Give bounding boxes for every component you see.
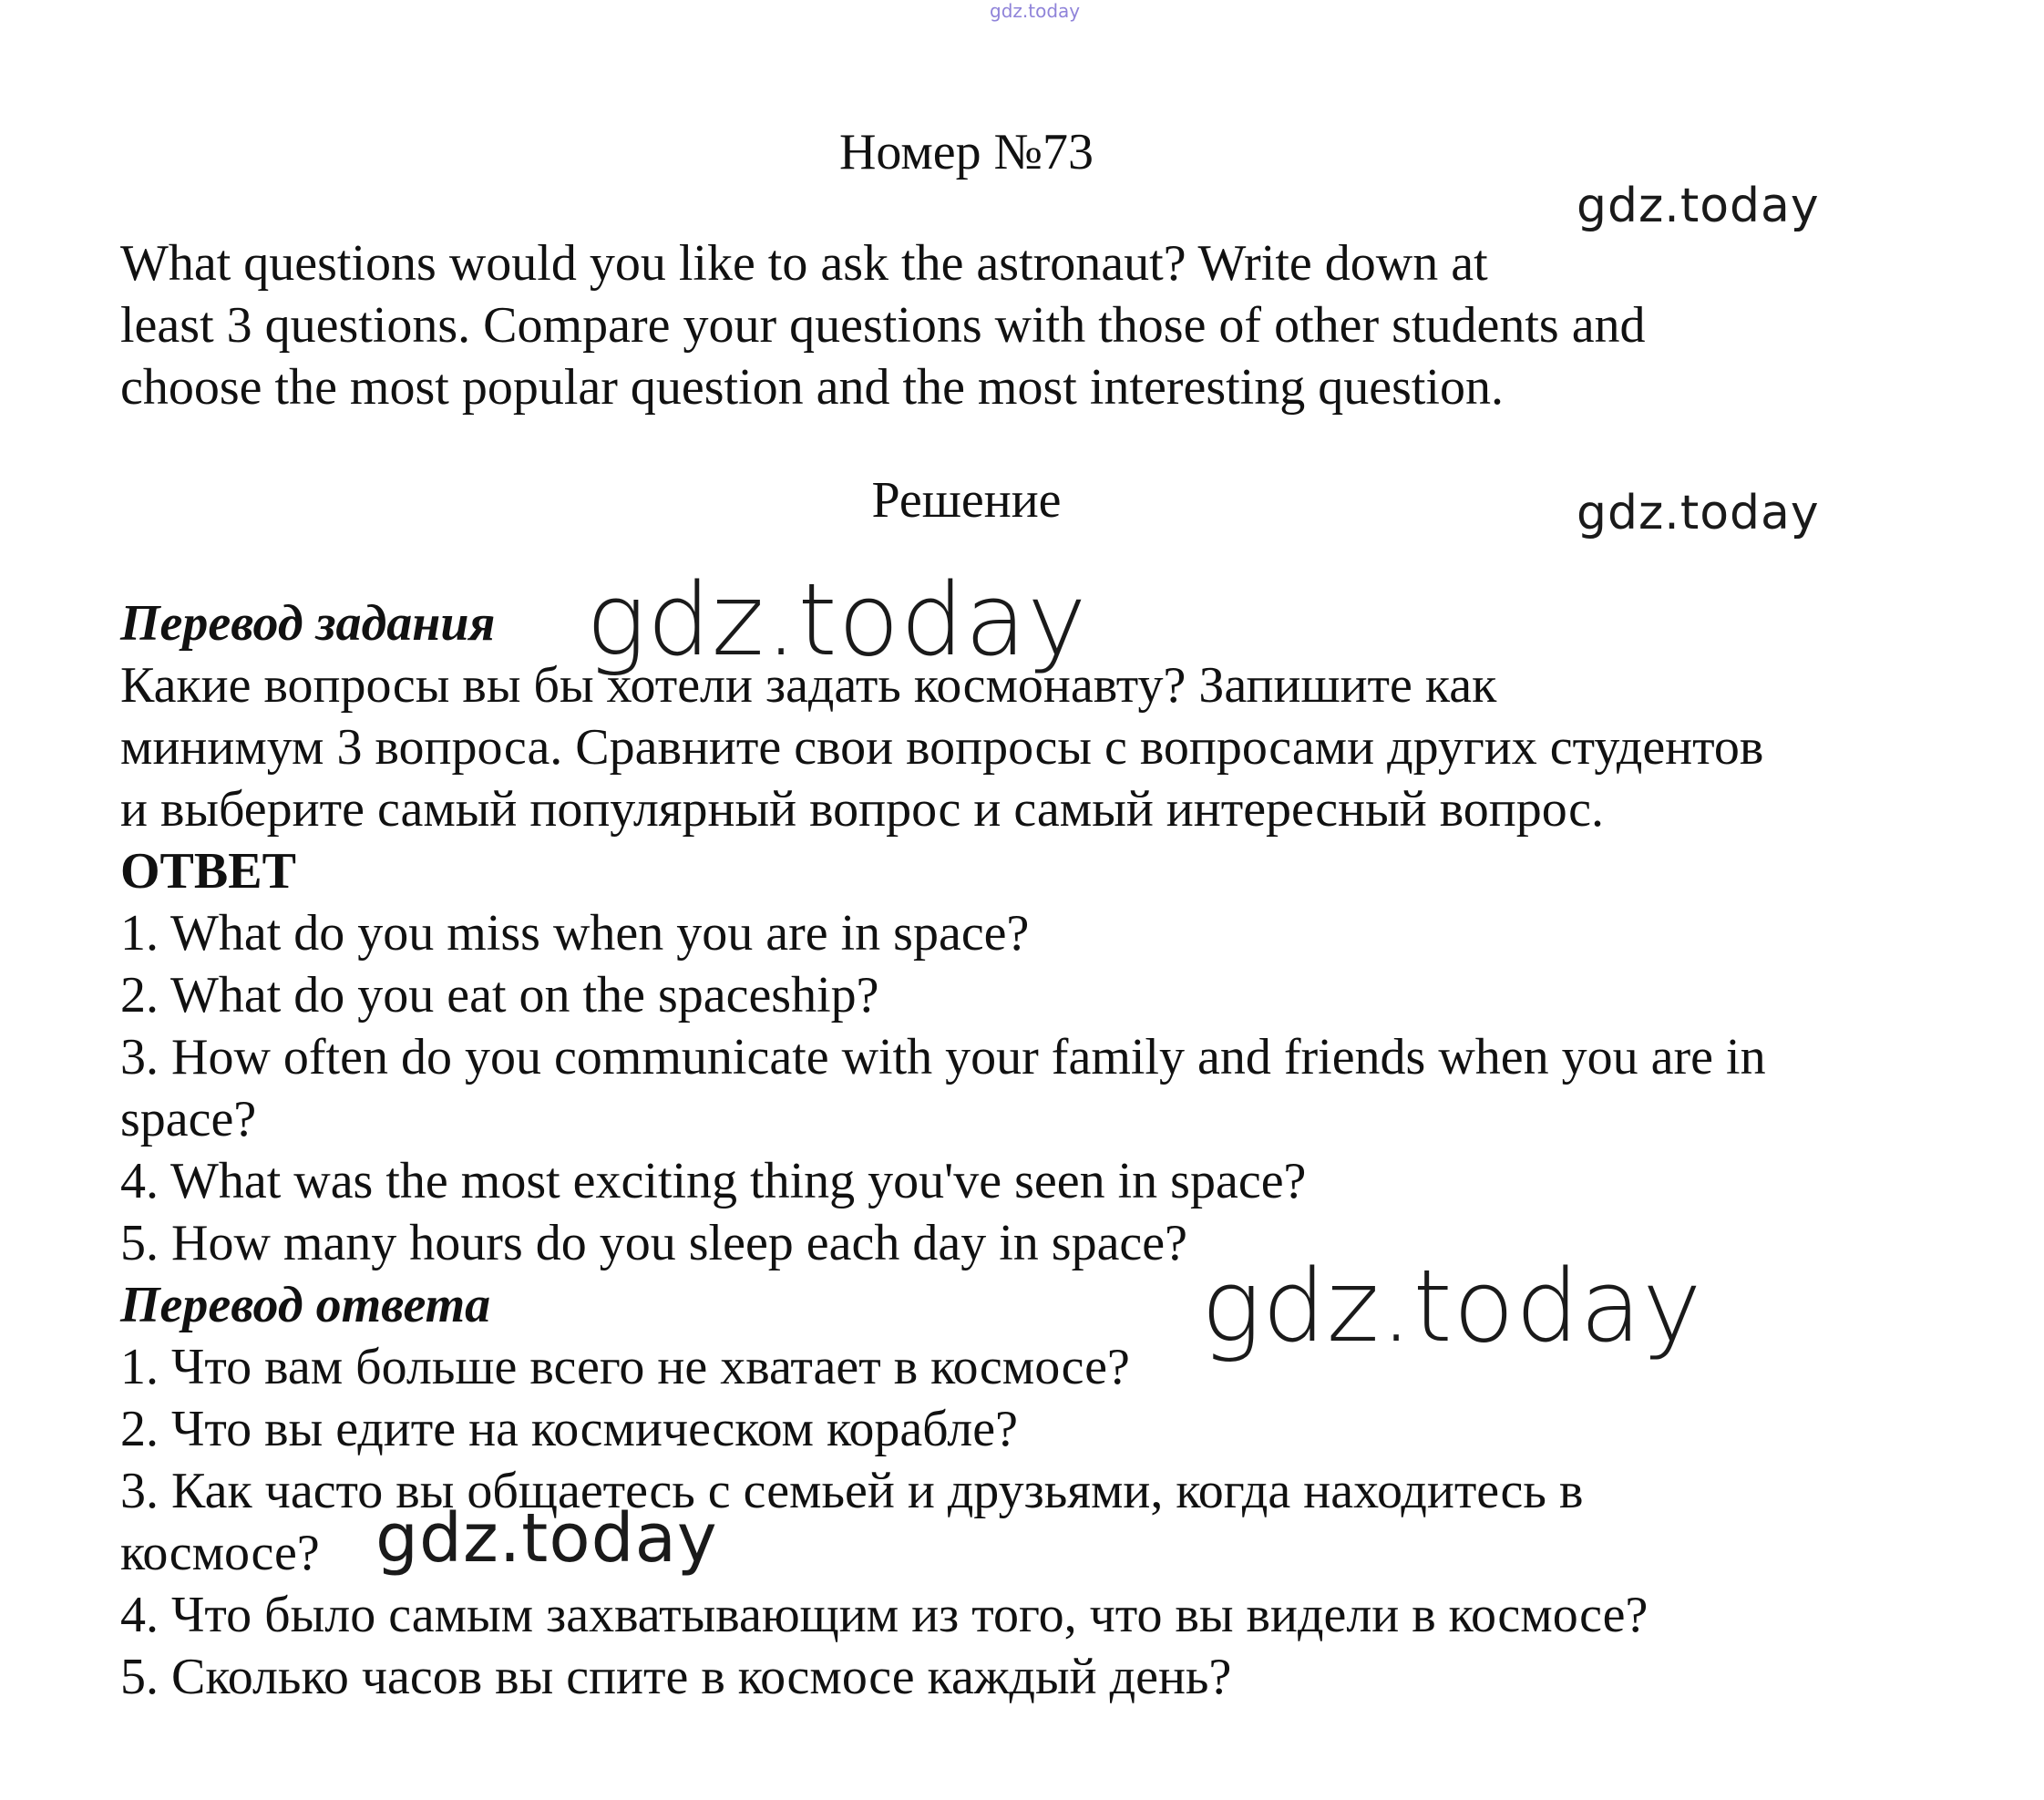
answer-translation-line: 1. Что вам больше всего не хватает в космосе?	[120, 1339, 1130, 1395]
answer-translation-line: 3. Как часто вы общаетесь с семьей и друзьями, когда находитесь в	[120, 1463, 1584, 1519]
answer-line: 4. What was the most exciting thing you've seen in space?	[120, 1153, 1307, 1209]
task-line: least 3 questions. Compare your questions with those of other students and	[120, 297, 1646, 354]
answer-line: 5. How many hours do you sleep each day in space?	[120, 1215, 1187, 1271]
page-title: Номер №73	[838, 124, 1094, 180]
task-line: What questions would you like to ask the astronaut? Write down at	[120, 235, 1488, 292]
answer-translation-line: 4. Что было самым захватывающим из того, что вы видели в космосе?	[120, 1587, 1649, 1643]
answer-heading: ОТВЕТ	[120, 843, 296, 900]
watermark: gdz.today	[1201, 1248, 1703, 1364]
task-translation-heading: Перевод задания	[120, 595, 496, 652]
answer-translation-line: космосе?	[120, 1525, 320, 1581]
task-line: choose the most popular question and the most interesting question.	[120, 359, 1504, 416]
answer-translation-heading: Перевод ответа	[120, 1277, 491, 1333]
solution-title: Решение	[871, 472, 1062, 529]
watermark: gdz.today	[586, 561, 1088, 678]
task-translation-line: Какие вопросы вы бы хотели задать космонавту? Запишите как	[120, 657, 1497, 714]
task-text	[120, 232, 1943, 418]
answer-line: 2. What do you eat on the spaceship?	[120, 967, 879, 1023]
watermark: gdz.today	[375, 1499, 718, 1578]
answer-translation-line: 2. Что вы едите на космическом корабле?	[120, 1401, 1018, 1457]
answer-translation-line: 5. Сколько часов вы спите в космосе каждый день?	[120, 1649, 1232, 1705]
watermark: gdz.today	[1577, 179, 1820, 233]
answer-line: space?	[120, 1091, 257, 1147]
task-translation-line: минимум 3 вопроса. Сравните свои вопросы с вопросами других студентов	[120, 719, 1764, 776]
watermark: gdz.today	[1577, 486, 1820, 540]
answer-line: 1. What do you miss when you are in space?	[120, 905, 1030, 962]
task-translation-line: и выберите самый популярный вопрос и самый интересный вопрос.	[120, 781, 1604, 838]
top-watermark: gdz.today	[990, 0, 1081, 22]
answer-line: 3. How often do you communicate with your family and friends when you are in	[120, 1029, 1766, 1085]
